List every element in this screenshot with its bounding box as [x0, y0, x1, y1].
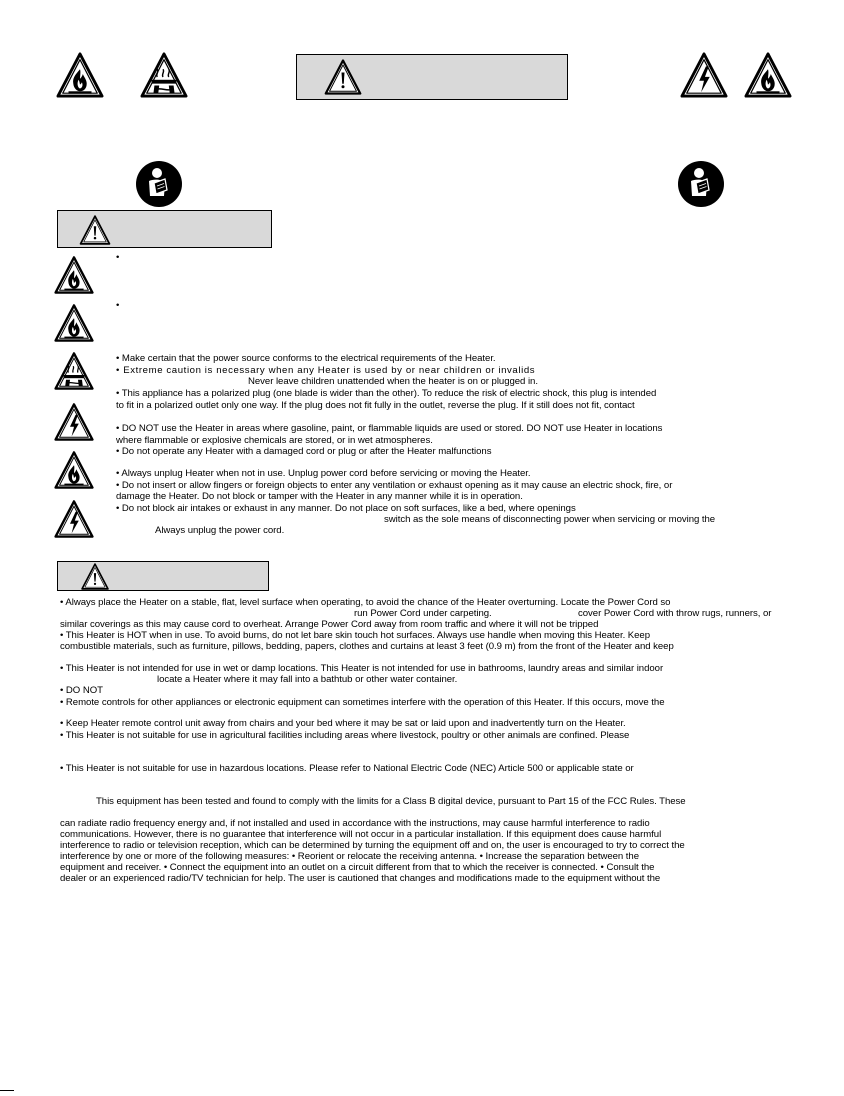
warning-text-line: • Do not insert or allow fingers or foreign objects to enter any ventilation or exhaust opening as it may cause an electric shock, fire, or: [116, 480, 673, 491]
hot-surface-warning-icon: [140, 52, 188, 98]
caution-text-line: cover Power Cord with throw rugs, runners, or: [578, 608, 772, 619]
electric-shock-warning-icon: [54, 402, 94, 442]
exclamation-warning-icon: [323, 59, 363, 95]
caution-banner: [57, 561, 269, 591]
fire-warning-icon: [54, 303, 94, 343]
warning-text-line: • DO NOT use the Heater in areas where gasoline, paint, or flammable liquids are used or stored. DO NOT use Heater in locations: [116, 423, 663, 434]
caution-text-line: • This Heater is not intended for use in wet or damp locations. This Heater is not intended for use in bathrooms, laundry areas and similar indoor: [60, 663, 664, 674]
warning-text-line: to fit in a polarized outlet only one way. If the plug does not fit fully in the outlet, reverse the plug. If it still does not fit, contact: [116, 400, 635, 411]
fire-warning-icon: [54, 450, 94, 490]
caution-text-line: locate a Heater where it may fall into a bathtub or other water container.: [157, 674, 458, 685]
warning-text-line: • Do not block air intakes or exhaust in any manner. Do not place on soft surfaces, like a bed, where openings: [116, 503, 576, 514]
warning-text-line: • Do not operate any Heater with a damaged cord or plug or after the Heater malfunctions: [116, 446, 492, 457]
warning-text-line: damage the Heater. Do not block or tamper with the Heater in any manner while it is in operation.: [116, 491, 523, 502]
caution-text-line: • Remote controls for other appliances or electronic equipment can sometimes interfere with the operation of this Heater. If this occurs, move the: [60, 697, 665, 708]
danger-header-banner: [296, 54, 568, 100]
caution-text-line: • This Heater is not suitable for use in agricultural facilities including areas where livestock, poultry or other animals are confined. Please: [60, 730, 630, 741]
warning-text-line: • Always unplug Heater when not in use. Unplug power cord before servicing or moving the Heater.: [116, 468, 531, 479]
exclamation-warning-icon: [80, 563, 110, 590]
caution-text-line: • This Heater is HOT when in use. To avoid burns, do not let bare skin touch hot surfaces. Always use handle when moving this Heater. Keep: [60, 630, 651, 641]
read-manual-icon: [134, 159, 184, 209]
bullet: •: [116, 252, 120, 263]
fcc-text-line: dealer or an experienced radio/TV technician for help. The user is cautioned that changes and modifications made to the equipment without the: [60, 873, 661, 884]
caution-text-line: • Keep Heater remote control unit away from chairs and your bed where it may be sat or laid upon and inadvertently turn on the Heater.: [60, 718, 626, 729]
electric-shock-warning-icon: [54, 499, 94, 539]
fcc-text-line: communications. However, there is no guarantee that interference will not occur in a particular installation. If this equipment does cause harmful: [60, 829, 662, 840]
warning-text-line: Always unplug the power cord.: [155, 525, 285, 536]
warning-banner: [57, 210, 272, 248]
caution-text-line: • DO NOT: [60, 685, 103, 696]
caution-text-line: • This Heater is not suitable for use in hazardous locations. Please refer to National Electric Code (NEC) Article 500 or applicable state or: [60, 763, 634, 774]
caution-text-line: combustible materials, such as furniture, pillows, bedding, papers, clothes and curtains at least 3 feet (0.9 m) from the front of the Heater and keep: [60, 641, 674, 652]
bullet: •: [116, 300, 120, 311]
warning-text-line: Never leave children unattended when the heater is on or plugged in.: [248, 376, 538, 387]
page-corner-mark: [0, 1090, 14, 1091]
warning-text-line: • Extreme caution is necessary when any Heater is used by or near children or invalids: [116, 365, 536, 376]
hot-surface-warning-icon: [54, 351, 94, 391]
caution-text-line: • Always place the Heater on a stable, flat, level surface when operating, to avoid the chance of the Heater overturning. Locate the Power Cord so: [60, 597, 671, 608]
fcc-text-line: can radiate radio frequency energy and, if not installed and used in accordance with the instructions, may cause harmful interference to radio: [60, 818, 650, 829]
fire-warning-icon: [56, 52, 104, 98]
fcc-text-line: This equipment has been tested and found to comply with the limits for a Class B digital device, pursuant to Part 15 of the FCC Rules. These: [96, 796, 686, 807]
exclamation-warning-icon: [78, 215, 112, 245]
warning-text-line: • This appliance has a polarized plug (one blade is wider than the other). To reduce the risk of electric shock, this plug is intended: [116, 388, 657, 399]
fcc-text-line: interference by one or more of the following measures: • Reorient or relocate the receiving antenna. • Increase the separation between the: [60, 851, 639, 862]
warning-text-line: • Make certain that the power source conforms to the electrical requirements of the Heater.: [116, 353, 496, 364]
caution-text-line: run Power Cord under carpeting.: [354, 608, 492, 619]
read-manual-icon: [676, 159, 726, 209]
caution-text-line: similar coverings as this may cause cord to overheat. Arrange Power Cord away from room traffic and where it will not be tripped: [60, 619, 599, 630]
electric-shock-warning-icon: [680, 52, 728, 98]
fcc-text-line: equipment and receiver. • Connect the equipment into an outlet on a circuit different from that to which the receiver is connected. • Consult the: [60, 862, 655, 873]
warning-text-line: switch as the sole means of disconnecting power when servicing or moving the: [384, 514, 716, 525]
warning-text-line: where flammable or explosive chemicals are stored, or in wet atmospheres.: [116, 435, 433, 446]
fire-warning-icon: [54, 255, 94, 295]
fire-warning-icon: [744, 52, 792, 98]
fcc-text-line: interference to radio or television reception, which can be determined by turning the equipment off and on, the user is encouraged to try to correct the: [60, 840, 685, 851]
